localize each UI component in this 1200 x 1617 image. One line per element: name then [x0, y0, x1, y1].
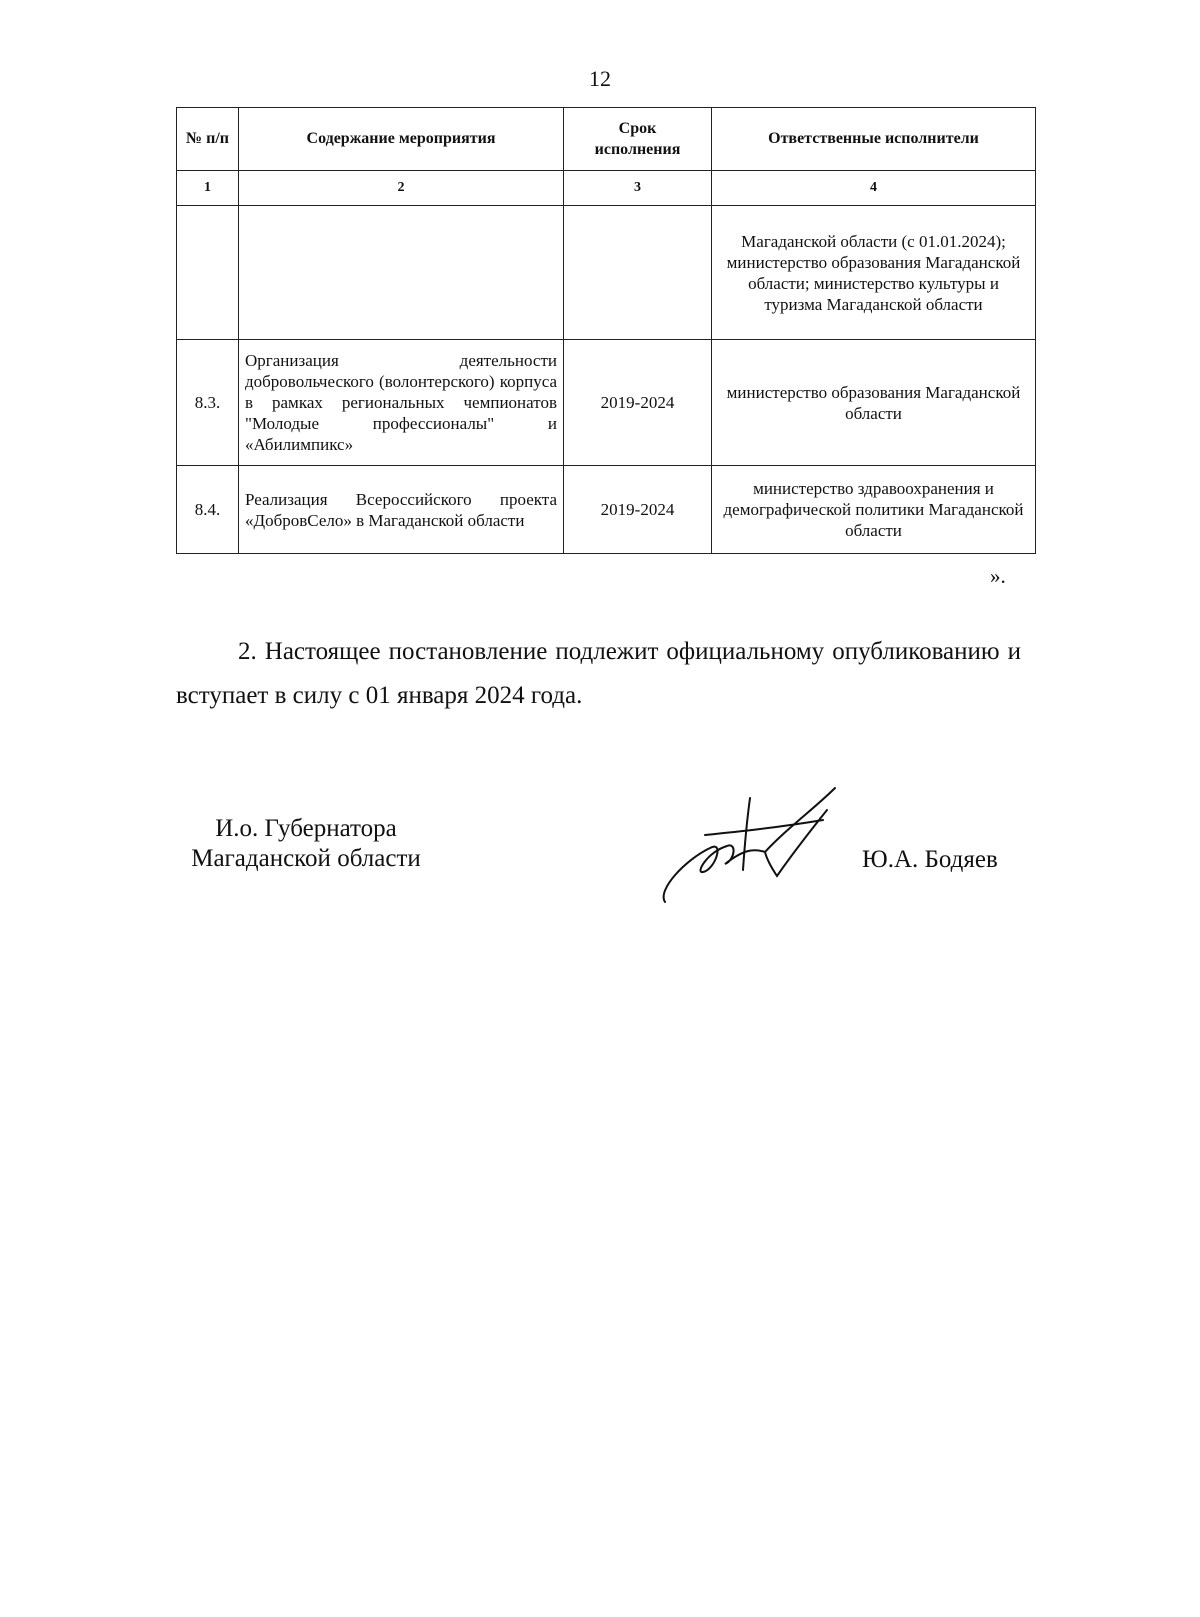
table-row: [177, 466, 1036, 554]
signer-name: Ю.А. Бодяев: [862, 846, 998, 873]
row-deadline: 2019-2024: [564, 340, 712, 466]
closing-quote: ».: [990, 564, 1006, 588]
header-deadline: Срок исполнения: [564, 108, 712, 171]
column-number: 4: [712, 171, 1036, 206]
row-content: Реализация Всероссийского проекта «ДобровСело» в Магаданской области: [239, 466, 564, 554]
header-number: № п/п: [177, 108, 239, 171]
table-header-row: [177, 108, 1036, 171]
row-content: Организация деятельности добровольческого (волонтерского) корпуса в рамках региональных чемпионатов "Молодые профессионалы" и «Абилимпикс»: [239, 340, 564, 466]
signer-title: И.о. Губернатора Магаданской области: [191, 815, 421, 872]
row-number: [177, 206, 239, 340]
row-number: 8.3.: [177, 340, 239, 466]
column-number: 2: [239, 171, 564, 206]
row-responsible: Магаданской области (с 01.01.2024); министерство образования Магаданской области; министерство культуры и туризма Магаданской области: [712, 206, 1036, 340]
column-number: 3: [564, 171, 712, 206]
row-deadline: 2019-2024: [564, 466, 712, 554]
handwritten-signature-icon: [655, 780, 855, 910]
resolution-paragraph: 2. Настоящее постановление подлежит официальному опубликованию и вступает в силу с 01 января 2024 года.: [176, 638, 1021, 709]
column-number: 1: [177, 171, 239, 206]
header-content: Содержание мероприятия: [239, 108, 564, 171]
row-number: 8.4.: [177, 466, 239, 554]
row-responsible: министерство здравоохранения и демографической политики Магаданской области: [712, 466, 1036, 554]
row-deadline: [564, 206, 712, 340]
header-responsible: Ответственные исполнители: [712, 108, 1036, 171]
page-number: 12: [589, 66, 611, 91]
table-row: [177, 206, 1036, 340]
column-number-row: [177, 171, 1036, 206]
row-responsible: министерство образования Магаданской области: [712, 340, 1036, 466]
events-table: [176, 107, 1036, 554]
table-row: [177, 340, 1036, 466]
row-content: [239, 206, 564, 340]
